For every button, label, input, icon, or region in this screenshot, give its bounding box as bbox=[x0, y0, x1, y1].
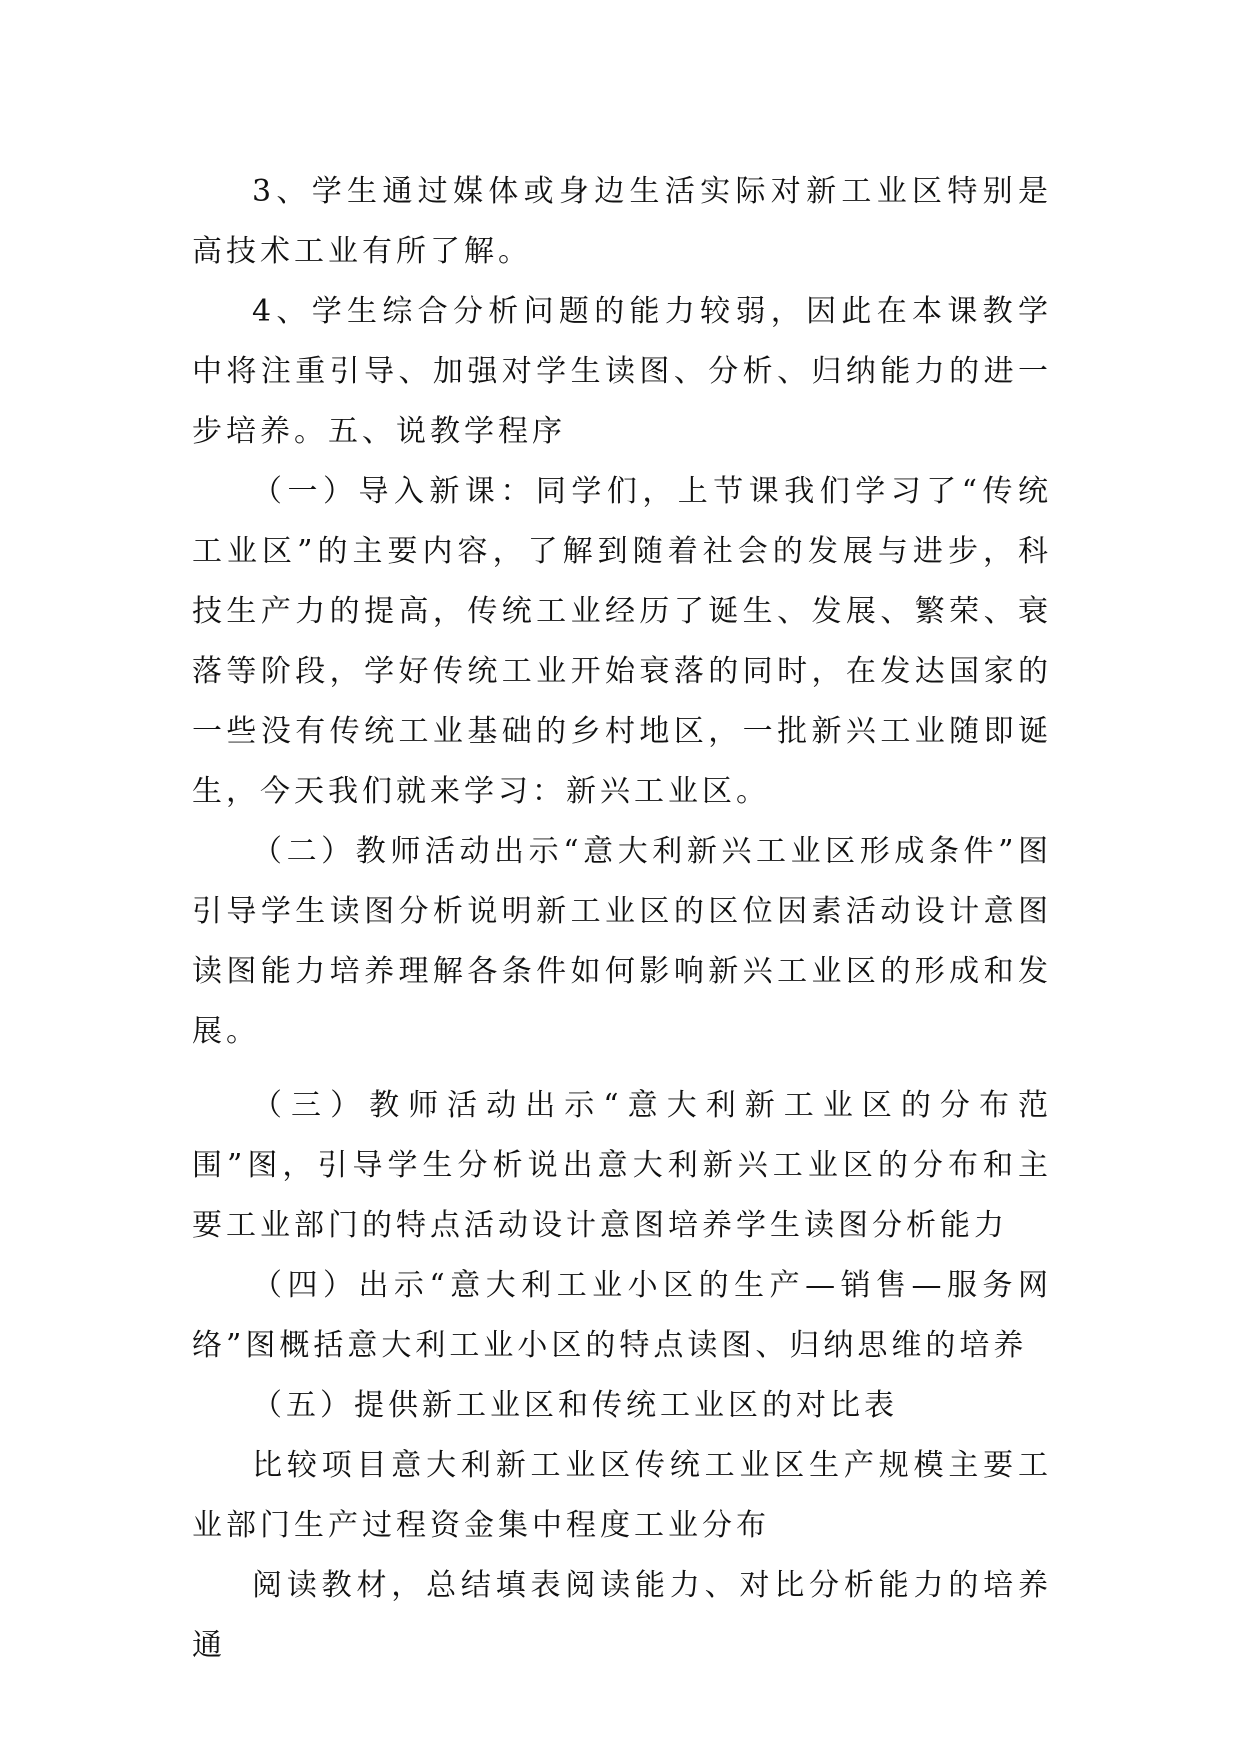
paragraph-6: （四）出示“意大利工业小区的生产—销售—服务网络”图概括意大利工业小区的特点读图、归纳思维的培养 bbox=[192, 1268, 1052, 1363]
paragraph-1: 3、学生通过媒体或身边生活实际对新工业区特别是高技术工业有所了解。 bbox=[192, 174, 1052, 269]
paragraph-4: （二）教师活动出示“意大利新兴工业区形成条件”图引导学生读图分析说明新工业区的区位因素活动设计意图读图能力培养理解各条件如何影响新兴工业区的形成和发展。 bbox=[192, 834, 1052, 1049]
paragraph-2: 4、学生综合分析问题的能力较弱，因此在本课教学中将注重引导、加强对学生读图、分析、归纳能力的进一步培养。五、说教学程序 bbox=[192, 294, 1052, 449]
paragraph-5: （三）教师活动出示“意大利新工业区的分布范围”图，引导学生分析说出意大利新兴工业区的分布和主要工业部门的特点活动设计意图培养学生读图分析能力 bbox=[192, 1088, 1052, 1243]
paragraph-7: （五）提供新工业区和传统工业区的对比表 bbox=[252, 1388, 898, 1423]
paragraph-9: 阅读教材，总结填表阅读能力、对比分析能力的培养通 bbox=[192, 1568, 1052, 1663]
document-body bbox=[192, 162, 1052, 1676]
paragraph-8: 比较项目意大利新工业区传统工业区生产规模主要工业部门生产过程资金集中程度工业分布 bbox=[192, 1448, 1052, 1543]
paragraph-3: （一）导入新课：同学们，上节课我们学习了“传统工业区”的主要内容，了解到随着社会的发展与进步，科技生产力的提高，传统工业经历了诞生、发展、繁荣、衰落等阶段，学好传统工业开始衰落的同时，在发达国家的一些没有传统工业基础的乡村地区，一批新兴工业随即诞生，今天我们就来学习：新兴工业区。 bbox=[192, 474, 1052, 809]
